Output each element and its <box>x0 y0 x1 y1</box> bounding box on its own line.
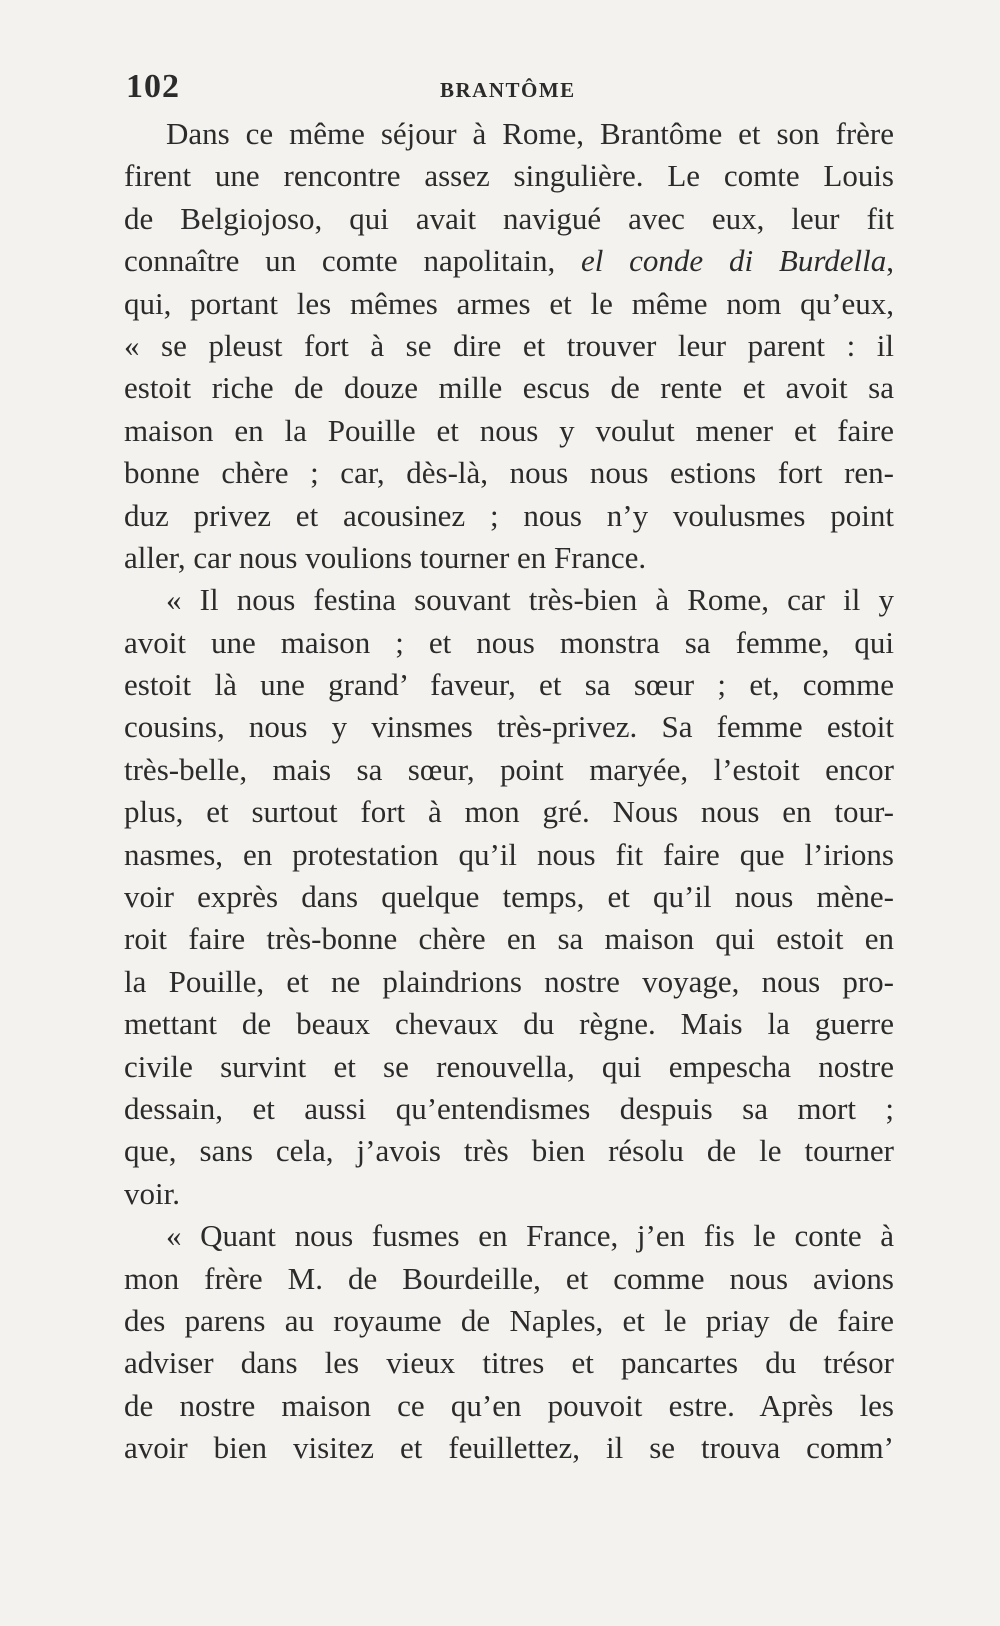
text-line: la Pouille, et ne plaindrions nostre voyage, nous pro- <box>124 963 894 999</box>
text-line: « se pleust fort à se dire et trouver leur parent : il <box>124 327 894 363</box>
text-line: nasmes, en protestation qu’il nous fit faire que l’irions <box>124 836 894 872</box>
text-line: qui, portant les mêmes armes et le même nom qu’eux, <box>124 285 894 321</box>
running-title: BRANTÔME <box>440 78 576 102</box>
paragraph-1 <box>124 113 894 579</box>
text-line: voir exprès dans quelque temps, et qu’il nous mène- <box>124 879 894 915</box>
text-line: roit faire très-bonne chère en sa maison qui estoit en <box>124 921 894 957</box>
text-line: dessain, et aussi qu’entendismes despuis sa mort ; <box>124 1090 894 1126</box>
text-line: firent une rencontre assez singulière. Le comte Louis <box>124 158 894 194</box>
text-line: avoir bien visitez et feuillettez, il se trouva comm’ <box>124 1430 894 1466</box>
text-line: adviser dans les vieux titres et pancartes du trésor <box>124 1345 894 1381</box>
paragraph-2 <box>124 579 894 1215</box>
text-line: très-belle, mais sa sœur, point maryée, l’estoit encor <box>124 751 894 787</box>
italic-phrase: el conde di Burdella <box>581 243 887 279</box>
page-number: 102 <box>126 68 180 105</box>
text-line: estoit là une grand’ faveur, et sa sœur ; et, comme <box>124 667 894 703</box>
text-line: des parens au royaume de Naples, et le priay de faire <box>124 1302 894 1338</box>
text-line: que, sans cela, j’avois très bien résolu de le tourner <box>124 1133 894 1169</box>
text-line: voir. <box>124 1175 180 1211</box>
text-line: connaître un comte napolitain, el conde di Burdella, <box>124 243 894 279</box>
text-line: mettant de beaux chevaux du règne. Mais la guerre <box>124 1006 894 1042</box>
text-line: Dans ce même séjour à Rome, Brantôme et son frère <box>166 116 894 151</box>
body-text <box>124 113 894 1470</box>
text-line: maison en la Pouille et nous y voulut mener et faire <box>124 412 894 448</box>
text-line: plus, et surtout fort à mon gré. Nous nous en tour- <box>124 794 894 830</box>
text-line: « Il nous festina souvant très-bien à Rome, car il y <box>166 582 894 618</box>
text-line: mon frère M. de Bourdeille, et comme nous avions <box>124 1260 894 1296</box>
text-line: cousins, nous y vinsmes très-privez. Sa femme estoit <box>124 709 894 745</box>
text-line: bonne chère ; car, dès-là, nous nous estions fort ren- <box>124 455 894 491</box>
paragraph-3 <box>124 1215 894 1469</box>
text-line: aller, car nous voulions tourner en France. <box>124 539 647 575</box>
text-line: « Quant nous fusmes en France, j’en fis le conte à <box>166 1218 894 1254</box>
text-line: duz privez et acousinez ; nous n’y voulusmes point <box>124 497 894 533</box>
text-line: estoit riche de douze mille escus de rente et avoit sa <box>124 370 894 406</box>
text-line: de nostre maison ce qu’en pouvoit estre. Après les <box>124 1387 894 1423</box>
running-head <box>124 64 896 108</box>
text-line: de Belgiojoso, qui avait navigué avec eux, leur fit <box>124 200 894 236</box>
text-line: avoit une maison ; et nous monstra sa femme, qui <box>124 624 894 660</box>
text-line: civile survint et se renouvella, qui empescha nostre <box>124 1048 894 1084</box>
